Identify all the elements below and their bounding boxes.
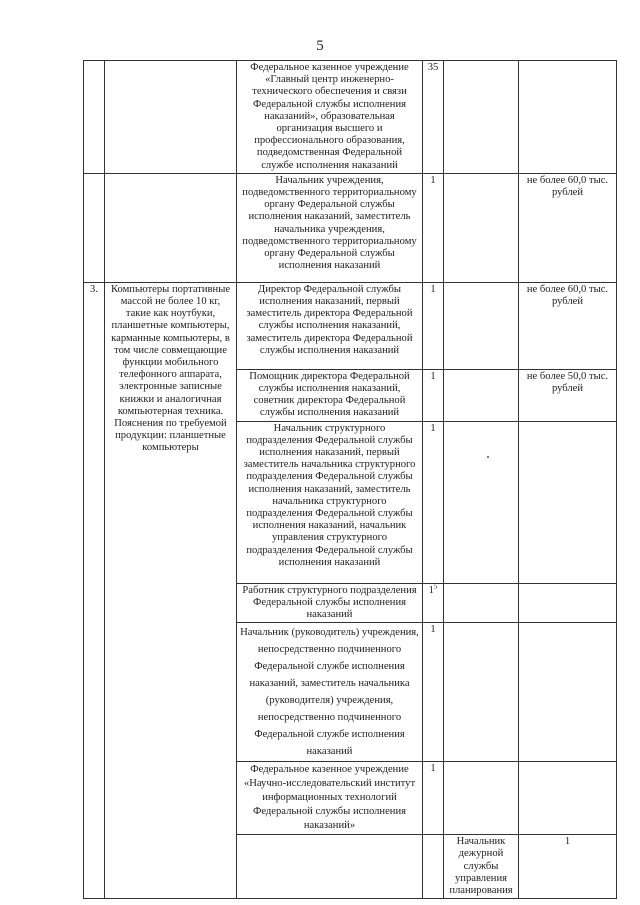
cell-empty: [444, 421, 519, 583]
cell-number: [84, 173, 105, 282]
cell-number: [84, 61, 105, 174]
cell-price: [519, 623, 617, 762]
cell-position: Директор Федеральной службы исполнения наказаний, первый заместитель директора Федеральной службы исполнения наказаний, заместитель директора Федеральной службы исполнения наказаний: [237, 282, 423, 369]
cell-price: [519, 421, 617, 583]
cell-position: Федеральное казенное учреждение «Научно-исследовательский институт информационных технологий Федеральной службы исполнения наказаний»: [237, 762, 423, 835]
cell-quantity: 1: [519, 835, 617, 899]
cell-quantity: 1: [423, 282, 444, 369]
cell-empty: [444, 583, 519, 623]
table-row: [84, 61, 617, 174]
cell-empty: [444, 623, 519, 762]
cell-position: Помощник директора Федеральной службы исполнения наказаний, советник директора Федеральной службы исполнения наказаний: [237, 369, 423, 421]
scan-speck: [487, 456, 489, 458]
table-row: [84, 173, 617, 282]
cell-position: Начальник структурного подразделения Федеральной службы исполнения наказаний, первый заместитель начальника структурного подразделения Федеральной службы исполнения наказаний, заместитель начальника структурного подразделения Федеральной службы исполнения наказаний, начальник управления структурного подразделения Федеральной службы исполнения наказаний: [237, 421, 423, 583]
cell-price: не более 60,0 тыс. рублей: [519, 173, 617, 282]
cell-empty: [444, 762, 519, 835]
cell-empty: [444, 282, 519, 369]
cell-price: [519, 762, 617, 835]
table-row: [84, 282, 617, 369]
row-number: 3.: [84, 282, 105, 898]
cell-quantity: 1: [423, 421, 444, 583]
cell-empty: [444, 369, 519, 421]
cell-quantity: 1: [423, 173, 444, 282]
cell-description: [423, 835, 444, 899]
cell-empty: [444, 173, 519, 282]
cell-description: [105, 61, 237, 174]
cell-number: [237, 835, 423, 899]
cell-empty: [444, 61, 519, 174]
row-description: Компьютеры портативные массой не более 10 кг, такие как ноутбуки, планшетные компьютеры, карманные компьютеры, в том числе совмещающие функции мобильного телефонного аппарата, электронные записные книжки и аналогичная компьютерная техника. Пояснения по требуемой продукции: планшетные компьютеры: [105, 282, 237, 898]
cell-quantity: 1: [423, 623, 444, 762]
cell-quantity: 1: [423, 369, 444, 421]
footnote-mark: 5: [433, 582, 438, 591]
cell-position: Федеральное казенное учреждение «Главный центр инженерно-технического обеспечения и связи Федеральной службы исполнения наказаний», образовательная организация высшего и профессионального образования, подведомственная Федеральной службе исполнения наказаний: [237, 61, 423, 174]
cell-description: [105, 173, 237, 282]
cell-quantity: [423, 583, 444, 623]
procurement-table: [83, 60, 617, 899]
cell-position: Начальник учреждения, подведомственного территориальному органу Федеральной службы исполнения наказаний, заместитель начальника учреждения, подведомственного территориальному органу Федеральной службы исполнения наказаний: [237, 173, 423, 282]
cell-position: Начальник дежурной службы управления планирования: [444, 835, 519, 899]
quantity-value: 1: [428, 584, 434, 596]
cell-position: Начальник (руководитель) учреждения, непосредственно подчиненного Федеральной службе исполнения наказаний, заместитель начальника (руководителя) учреждения, непосредственно подчиненного Федеральной службе исполнения наказаний: [237, 623, 423, 762]
cell-quantity: 35: [423, 61, 444, 174]
cell-price: [519, 61, 617, 174]
page-number: 5: [316, 38, 324, 54]
cell-quantity: 1: [423, 762, 444, 835]
cell-price: [519, 583, 617, 623]
cell-price: не более 50,0 тыс. рублей: [519, 369, 617, 421]
cell-price: не более 60,0 тыс. рублей: [519, 282, 617, 369]
cell-position: Работник структурного подразделения Федеральной службы исполнения наказаний: [237, 583, 423, 623]
